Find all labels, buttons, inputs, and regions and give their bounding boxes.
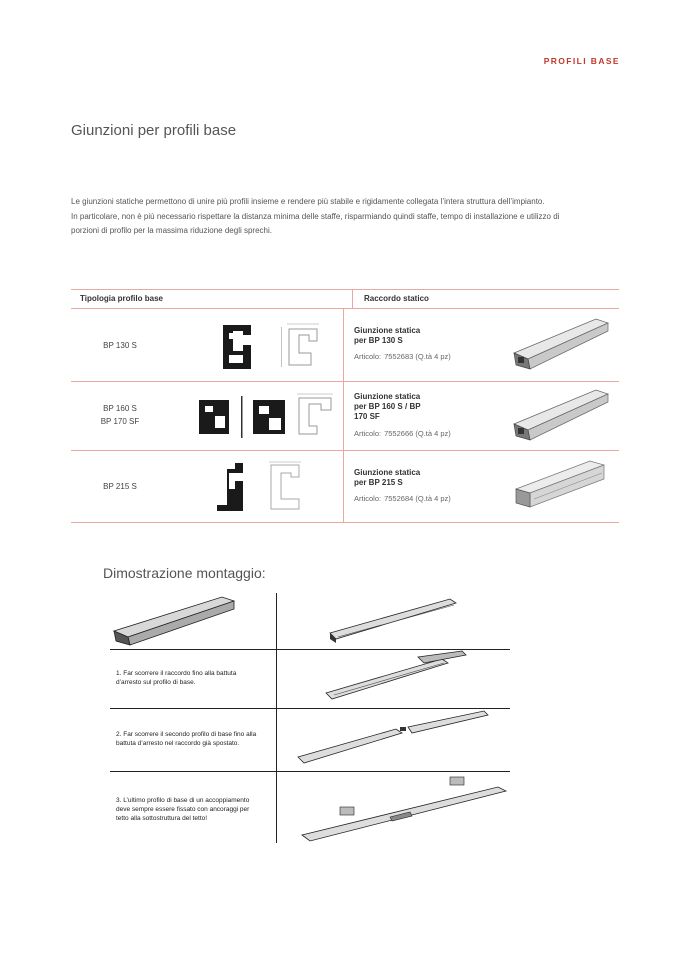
step1-drawing <box>324 651 470 703</box>
step-text: 1. Far scorrere il raccordo fino alla battuta d’arresto sul profilo di base. <box>116 670 237 686</box>
intro-line: Le giunzioni statiche permettono di unire più profili insieme e rendere più stabile e rigidamente collegata l’intera struttura dell’impianto. <box>71 197 545 206</box>
intro-text <box>71 195 631 239</box>
profile-section-drawing <box>221 321 331 373</box>
table-header <box>71 289 619 309</box>
step-text: 3. L’ultimo profilo di base di un accoppiamento deve sempre essere fissato con ancoraggi per tetto alla sottostruttura del tetto! <box>116 797 250 822</box>
intro-line: In particolare, non è più necessario rispettare la distanza minima delle staffe, risparmiando quindi staffe, tempo di installazione e utilizzo di <box>71 211 560 221</box>
step2-drawing <box>296 711 492 767</box>
demo-divider <box>110 708 510 709</box>
header-static-joint: Raccordo statico <box>352 290 619 308</box>
profile-section-drawing <box>215 459 315 515</box>
article-number: Articolo: 7552683 (Q.tà 4 pz) <box>354 352 451 361</box>
step-text: 2. Far scorrere il secondo profilo di base fino alla battuta d’arresto nel raccordo già spostato. <box>116 731 257 747</box>
joint-3d-drawing <box>504 459 614 515</box>
table-row <box>71 451 619 523</box>
assembly-demo <box>110 593 510 843</box>
model-label: BP 215 S <box>103 482 137 491</box>
header-profile-type: Tipologia profilo base <box>80 294 163 303</box>
step3-drawing <box>300 773 510 841</box>
section-label: PROFILI BASE <box>543 56 620 66</box>
profile-section-drawing <box>197 392 337 442</box>
joints-table <box>71 289 619 523</box>
model-label: BP 130 S <box>103 341 137 350</box>
demo-divider <box>110 649 510 650</box>
joint-drawing <box>110 595 240 645</box>
article-number: Articolo: 7552684 (Q.tà 4 pz) <box>354 494 451 503</box>
joint-title: Giunzione statica per BP 160 S / BP 170 SF <box>354 392 421 421</box>
page-title: Giunzioni per profili base <box>71 122 237 139</box>
intro-line: porzioni di profilo per la massima riduzione degli sprechi. <box>71 226 272 235</box>
model-label: BP 160 S BP 170 SF <box>100 404 140 426</box>
article-number: Articolo: 7552666 (Q.tà 4 pz) <box>354 429 451 438</box>
demo-divider <box>110 771 510 772</box>
table-row <box>71 309 619 382</box>
joint-3d-drawing <box>504 388 614 444</box>
base-profile-drawing <box>328 597 458 643</box>
joint-title: Giunzione statica per BP 130 S <box>354 326 421 345</box>
joint-3d-drawing <box>504 317 614 373</box>
demo-title: Dimostrazione montaggio: <box>103 565 266 581</box>
table-row <box>71 382 619 451</box>
joint-title: Giunzione statica per BP 215 S <box>354 468 421 487</box>
